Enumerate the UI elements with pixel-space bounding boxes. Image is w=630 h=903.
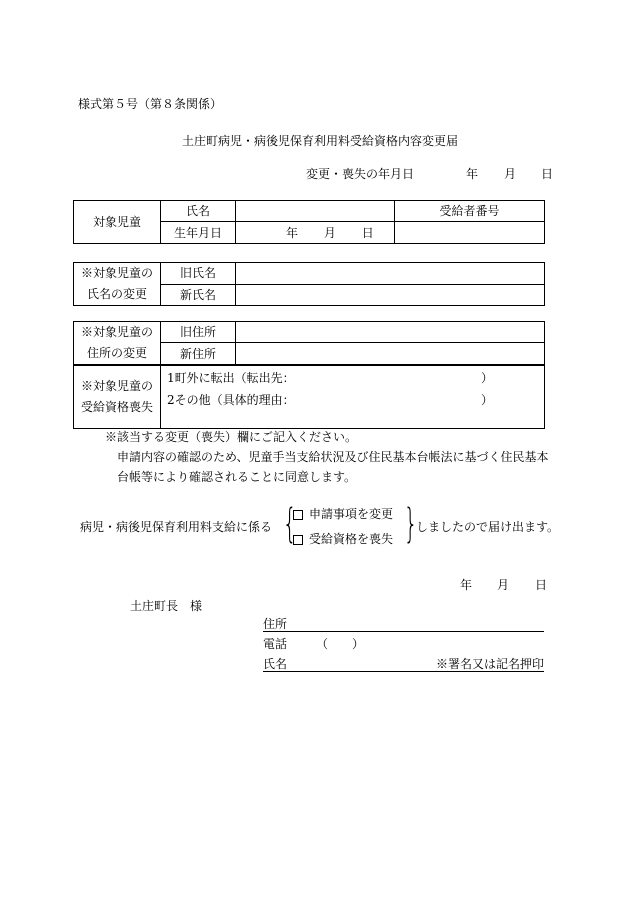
left-brace-icon: { <box>282 501 297 547</box>
child-info-table <box>73 200 545 244</box>
option-move-out[interactable]: 1町外に転出（転出先： <box>167 371 295 385</box>
addressee: 土庄町長 様 <box>130 599 203 613</box>
old-address-label: 旧住所 <box>161 322 236 343</box>
right-brace-icon: } <box>403 501 418 547</box>
option-other[interactable]: 2その他（具体的理由： <box>167 393 295 407</box>
eligibility-loss-options <box>161 365 545 429</box>
statement-prefix: 病児・病後児保育利用料支給に係る <box>80 520 273 534</box>
change-date-month[interactable]: 月 <box>504 167 517 181</box>
new-address-field[interactable] <box>236 343 545 365</box>
option-move-out-close: ） <box>481 371 494 385</box>
recipient-number-label: 受給者番号 <box>395 201 545 222</box>
new-name-label: 新氏名 <box>161 284 236 306</box>
child-dob-label: 生年月日 <box>161 222 236 244</box>
name-change-label: ※対象児童の 氏名の変更 <box>74 263 161 306</box>
eligibility-loss-label: ※対象児童の 受給資格喪失 <box>74 365 161 429</box>
dob-day: 日 <box>361 225 374 240</box>
change-date-day[interactable]: 日 <box>541 167 554 181</box>
submit-month[interactable]: 月 <box>497 578 510 592</box>
phone-label: 電話 <box>263 637 288 651</box>
page-title: 土庄町病児・病後児保育利用料受給資格内容変更届 <box>182 134 459 148</box>
dob-month: 月 <box>323 225 336 240</box>
child-name-label: 氏名 <box>161 201 236 222</box>
checkbox-change[interactable] <box>293 510 303 520</box>
phone-area-code[interactable]: （ ） <box>316 637 365 651</box>
address-field[interactable] <box>263 618 544 632</box>
dob-year: 年 <box>286 225 299 240</box>
child-row-label: 対象児童 <box>74 201 161 244</box>
change-date-year[interactable]: 年 <box>466 167 479 181</box>
option-other-close: ） <box>481 393 494 407</box>
recipient-number-field[interactable] <box>395 222 545 244</box>
choice-loss[interactable]: 受給資格を喪失 <box>293 533 393 545</box>
name-change-table <box>73 262 545 306</box>
old-address-field[interactable] <box>236 322 545 343</box>
change-date-label: 変更・喪失の年月日 <box>306 167 415 181</box>
new-name-field[interactable] <box>236 284 545 306</box>
form-number: 様式第５号（第８条関係） <box>78 97 223 111</box>
seal-note: ※署名又は記名押印 <box>436 657 545 671</box>
submit-year[interactable]: 年 <box>460 578 473 592</box>
submit-day[interactable]: 日 <box>535 578 548 592</box>
consent-line-1: 申請内容の確認のため、児童手当支給状況及び住民基本台帳法に基づく住民基本 <box>117 450 549 464</box>
child-name-field[interactable] <box>236 201 395 222</box>
address-label: 住所 <box>263 617 288 631</box>
address-change-label: ※対象児童の 住所の変更 <box>74 322 161 366</box>
checkbox-loss[interactable] <box>293 535 303 545</box>
instruction-note: ※該当する変更（喪失）欄にご記入ください。 <box>105 430 358 444</box>
old-name-field[interactable] <box>236 263 545 285</box>
choice-change[interactable]: 申請事項を変更 <box>293 508 393 520</box>
address-change-table <box>73 321 545 429</box>
consent-line-2: 台帳等により確認されることに同意します。 <box>117 470 357 484</box>
name-label: 氏名 <box>263 657 288 671</box>
statement-suffix: しましたので届け出ます。 <box>416 520 560 534</box>
new-address-label: 新住所 <box>161 343 236 365</box>
child-dob-field[interactable] <box>236 222 395 244</box>
old-name-label: 旧氏名 <box>161 263 236 285</box>
